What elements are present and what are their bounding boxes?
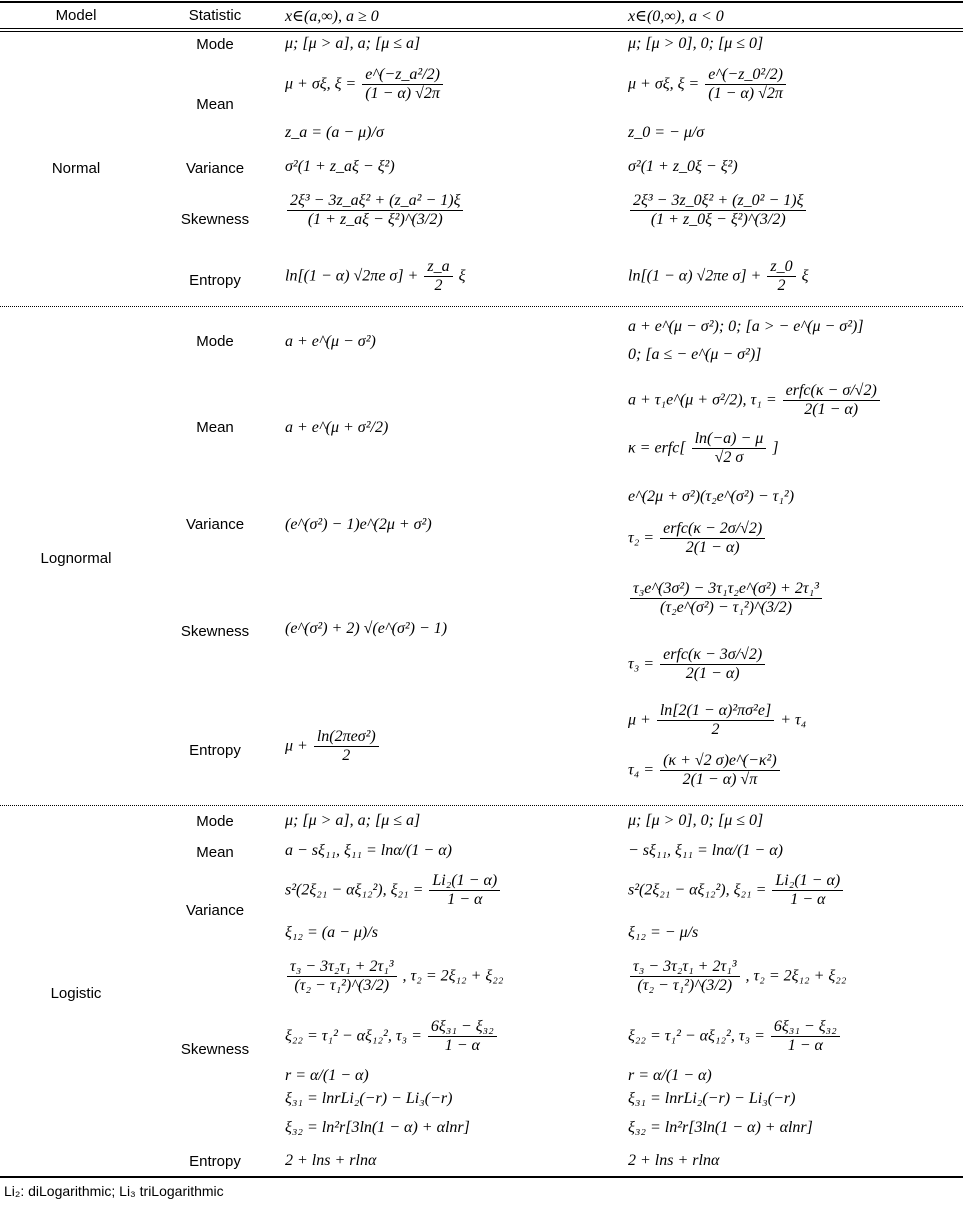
header-rule-double [0, 31, 963, 32]
stat-logistic-mode: Mode [196, 813, 234, 830]
logistic-skewness-b3: r = α/(1 − α) [628, 1067, 712, 1084]
lognormal-entropy-b1: μ + $\frac{\text{ln[2(1 − α)²πσ²e]}}{2}$ + τ₄ [628, 702, 807, 739]
header-statistic: Statistic [188, 7, 242, 24]
logistic-mode-a: μ; [μ > a], a; [μ ≤ a] [285, 812, 421, 829]
lognormal-variance-b1: e^(2μ + σ²)(τ₂e^(σ²) − τ₁²) [628, 488, 795, 505]
normal-entropy-b: ln[(1 − α) √2πe σ] + $\frac{z\_0}{2}$ ξ [628, 258, 809, 295]
normal-mean-b-z: z_0 = − μ/σ [628, 124, 705, 141]
logistic-skewness-b5: ξ₃₂ = ln²r[3ln(1 − α) + αlnr] [628, 1119, 813, 1136]
lognormal-skewness-b2: τ₃ = $\frac{\text{erfc(κ − 3σ/√2)}}{2(1 - \alpha)}$ [628, 646, 767, 684]
lognormal-variance-a: (e^(σ²) − 1)e^(2μ + σ²) [285, 516, 432, 533]
normal-mean-a-z: z_a = (a − μ)/σ [285, 124, 384, 141]
top-rule [0, 1, 963, 3]
header-col-b: x∈(0,∞), a < 0 [628, 8, 724, 25]
stat-normal-mode: Mode [196, 36, 234, 53]
normal-variance-a: σ²(1 + z_aξ − ξ²) [285, 158, 395, 175]
lognormal-mode-b1: a + e^(μ − σ²); 0; [a > − e^(μ − σ²)] [628, 318, 864, 335]
logistic-variance-b: s²(2ξ₂₁ − αξ₁₂²), ξ₂₁ = $\frac{\text{Li₂(1 − α)}}{1 - \alpha}$ [628, 872, 845, 910]
stat-lognormal-mode: Mode [196, 333, 234, 350]
stat-lognormal-skewness: Skewness [180, 623, 250, 640]
logistic-entropy-b: 2 + lns + rlnα [628, 1152, 720, 1169]
stat-normal-mean: Mean [196, 96, 234, 113]
lognormal-skewness-a: (e^(σ²) + 2) √(e^(σ²) − 1) [285, 620, 448, 637]
logistic-skewness-a3: r = α/(1 − α) [285, 1067, 369, 1084]
stat-logistic-skewness: Skewness [180, 1041, 250, 1058]
lognormal-entropy-a: μ + $\frac{\text{ln(2πeσ²)}}{2}$ [285, 728, 381, 766]
lognormal-mean-b1: a + τ₁e^(μ + σ²/2), τ₁ = $\frac{\text{erfc(κ − σ/√2)}}{2(1 - \alpha)}$ [628, 382, 882, 420]
normal-skewness-a: $\frac{\text{2ξ³ − 3z\_aξ² + (z\_a² − 1)ξ}}{\text{(1 + z\_aξ − ξ²)\textasciicircum{}(3/2)}}$ [285, 192, 465, 230]
normal-variance-b: σ²(1 + z_0ξ − ξ²) [628, 158, 738, 175]
logistic-skewness-a1: $\frac{\text{τ₃ − 3τ₂τ₁ + 2τ₁³}}{\text{(τ₂ − τ₁²)\textasciicircum{}(3/2)}}$ , τ₂ = 2ξ₁₂ + ξ₂₂ [285, 958, 503, 996]
stat-logistic-variance: Variance [185, 902, 245, 919]
logistic-variance-a: s²(2ξ₂₁ − αξ₁₂²), ξ₂₁ = $\frac{\text{Li₂(1 − α)}}{1 - \alpha}$ [285, 872, 502, 910]
bottom-rule [0, 1176, 963, 1178]
logistic-entropy-a: 2 + lns + rlnα [285, 1152, 377, 1169]
logistic-variance-b2: ξ₁₂ = − μ/s [628, 924, 699, 941]
logistic-skewness-b4: ξ₃₁ = lnrLi₂(−r) − Li₃(−r) [628, 1090, 796, 1107]
lognormal-entropy-b2: τ₄ = $\frac{\text{(κ + √2 σ)e\textasciicircum{}(−κ²)}}{2(1 - \alpha) √\pi}$ [628, 752, 782, 790]
logistic-skewness-a4: ξ₃₁ = lnrLi₂(−r) − Li₃(−r) [285, 1090, 453, 1107]
normal-mode-b: μ; [μ > 0], 0; [μ ≤ 0] [628, 35, 764, 52]
normal-mean-b: μ + σξ, ξ = $\frac{\text{e\textasciicircum{}(−z\_0²/2)}}{(1 - \alpha) √2\pi}$ [628, 66, 788, 104]
section-divider-logistic [0, 805, 963, 806]
stat-normal-skewness: Skewness [180, 211, 250, 228]
stat-normal-variance: Variance [185, 160, 245, 177]
header-rule [0, 28, 963, 29]
model-lognormal: Lognormal [40, 550, 112, 567]
logistic-skewness-b1: $\frac{\text{τ₃ − 3τ₂τ₁ + 2τ₁³}}{\text{(τ₂ − τ₁²)\textasciicircum{}(3/2)}}$ , τ₂ = 2ξ₁₂ + ξ₂₂ [628, 958, 846, 996]
header-col-a: x∈(a,∞), a ≥ 0 [285, 8, 379, 25]
stat-logistic-mean: Mean [196, 844, 234, 861]
logistic-mean-b: − sξ₁₁, ξ₁₁ = lnα/(1 − α) [628, 842, 783, 859]
stat-normal-entropy: Entropy [189, 272, 241, 289]
logistic-skewness-b2: ξ₂₂ = τ₁² − αξ₁₂², τ₃ = $\frac{\text{6ξ₃₁ − ξ₃₂}}{1 - \alpha}$ [628, 1018, 842, 1056]
stat-lognormal-entropy: Entropy [189, 742, 241, 759]
lognormal-mean-a: a + e^(μ + σ²/2) [285, 419, 389, 436]
lognormal-skewness-b1: $\frac{\text{τ₃e\textasciicircum{}(3σ²) − 3τ₁τ₂e\textasciicircum{}(σ²) + 2τ₁³}}{\text{(τ₂e\textasciicircum{}(σ²) − τ₁²)\textasciicircum{}(3/2)}}$ [628, 580, 824, 618]
logistic-mean-a: a − sξ₁₁, ξ₁₁ = lnα/(1 − α) [285, 842, 452, 859]
model-logistic: Logistic [50, 985, 102, 1002]
stat-logistic-entropy: Entropy [189, 1153, 241, 1170]
logistic-skewness-a5: ξ₃₂ = ln²r[3ln(1 − α) + αlnr] [285, 1119, 470, 1136]
lognormal-mode-a: a + e^(μ − σ²) [285, 333, 376, 350]
table-footnote: Li₂: diLogarithmic; Li₃ triLogarithmic [4, 1183, 224, 1199]
normal-mean-a: μ + σξ, ξ = $\frac{\text{e\textasciicircum{}(−z\_a²/2)}}{(1 - \alpha) √2\pi}$ [285, 66, 445, 104]
logistic-mode-b: μ; [μ > 0], 0; [μ ≤ 0] [628, 812, 764, 829]
normal-skewness-b: $\frac{\text{2ξ³ − 3z\_0ξ² + (z\_0² − 1)ξ}}{\text{(1 + z\_0ξ − ξ²)\textasciicircum{}(3/2)}}$ [628, 192, 808, 230]
stat-lognormal-mean: Mean [196, 419, 234, 436]
lognormal-variance-b2: τ₂ = $\frac{\text{erfc(κ − 2σ/√2)}}{2(1 - \alpha)}$ [628, 520, 767, 558]
logistic-variance-a2: ξ₁₂ = (a − μ)/s [285, 924, 378, 941]
logistic-skewness-a2: ξ₂₂ = τ₁² − αξ₁₂², τ₃ = $\frac{\text{6ξ₃₁ − ξ₃₂}}{1 - \alpha}$ [285, 1018, 499, 1056]
model-normal: Normal [51, 160, 101, 177]
header-model: Model [55, 7, 97, 24]
lognormal-mode-b2: 0; [a ≤ − e^(μ − σ²)] [628, 346, 762, 363]
section-divider-lognormal [0, 306, 963, 307]
normal-mode-a: μ; [μ > a], a; [μ ≤ a] [285, 35, 421, 52]
lognormal-mean-b2: κ = erfc[ $\frac{\ln(-a) - \mu}{√2 \sigma}$ ] [628, 430, 779, 467]
normal-entropy-a: ln[(1 − α) √2πe σ] + $\frac{z\_a}{2}$ ξ [285, 258, 466, 295]
stat-lognormal-variance: Variance [185, 516, 245, 533]
